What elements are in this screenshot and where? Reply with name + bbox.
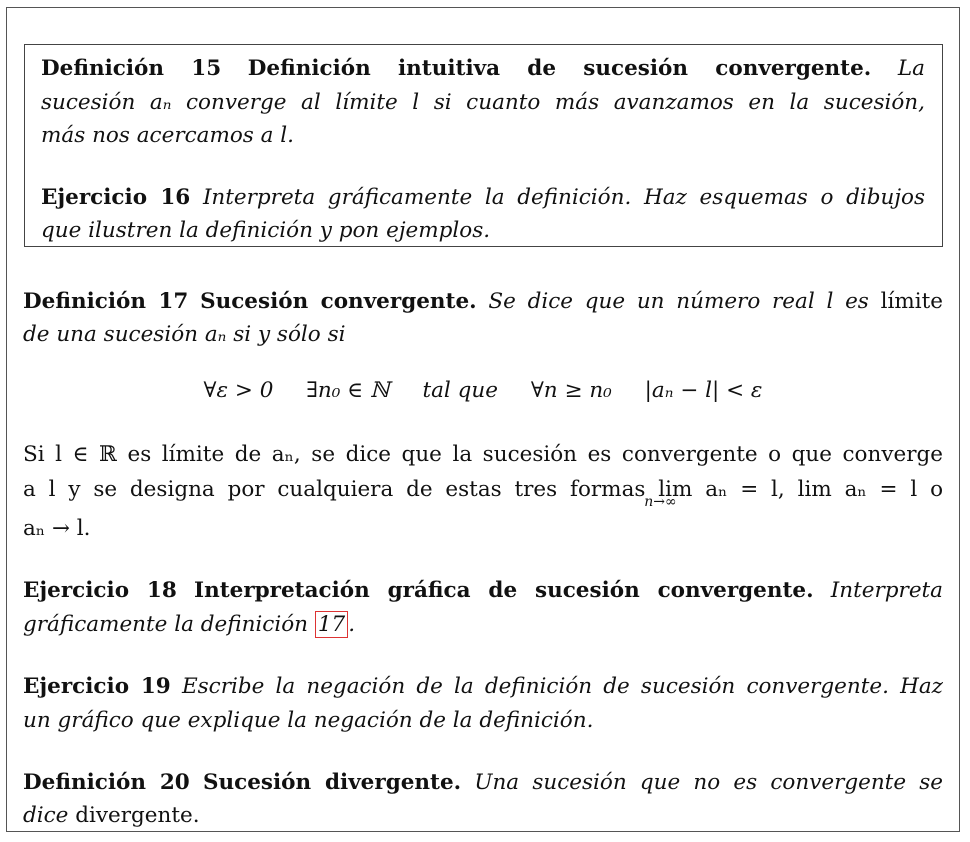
- limit-operator: [644, 473, 693, 510]
- formula-part4: ∀n ≥ n₀: [530, 378, 612, 403]
- para-line2: [23, 473, 944, 510]
- formula-part5: |aₙ − l| < ε: [644, 378, 763, 403]
- formula-part1: ∀ε > 0: [203, 378, 274, 403]
- def15-line1: [41, 52, 925, 85]
- definition-link-17[interactable]: 17: [315, 611, 348, 638]
- def17-line1-up: límite: [880, 289, 943, 314]
- lim-text: lim: [658, 477, 693, 502]
- ej18-line2-b: .: [348, 612, 356, 637]
- para-line2-a: a l y se designa por cualquiera de estas tres formas: [23, 477, 646, 502]
- def20-label: Definición 20: [23, 770, 190, 795]
- def17-line1-text: Se dice que un número real l es: [488, 289, 869, 314]
- def17-line2: de una sucesión aₙ si y sólo si: [23, 322, 346, 347]
- ej18-line1: [23, 574, 943, 607]
- ej16-label: Ejercicio 16: [41, 185, 191, 210]
- ej18-label: Ejercicio 18: [23, 578, 177, 603]
- ej18-title: Interpretación gráfica de sucesión convergente.: [194, 578, 814, 603]
- def15-label: Definición 15: [41, 56, 222, 81]
- def20-line1: [23, 766, 943, 799]
- formula-part3: tal que: [422, 378, 498, 403]
- para-line1: Si l ∈ ℝ es límite de aₙ, se dice que la sucesión es convergente o que converge: [23, 442, 943, 467]
- ej18-line2-a: gráficamente la definición: [23, 612, 309, 637]
- ej16-line1-text: Interpreta gráficamente la definición. Haz esquemas o dibujos: [202, 185, 925, 210]
- ej18-line1-tail: Interpreta: [830, 578, 943, 603]
- ej16-line2: que ilustren la definición y pon ejemplos.: [41, 218, 491, 243]
- ej18-line2: [23, 608, 355, 641]
- def20-line1-tail: Una sucesión que no es convergente se: [474, 770, 943, 795]
- def15-line2: sucesión aₙ converge al límite l si cuanto más avanzamos en la sucesión,: [41, 90, 925, 115]
- def17-title: Sucesión convergente.: [200, 289, 477, 314]
- def20-title: Sucesión divergente.: [202, 770, 462, 795]
- def15-line3: más nos acercamos a l.: [41, 123, 295, 148]
- ej19-line2: un gráfico que explique la negación de la definición.: [23, 708, 594, 733]
- document-page: [6, 7, 960, 832]
- para-line3: aₙ → l.: [23, 516, 91, 541]
- def17-label: Definición 17: [23, 289, 189, 314]
- formula: [7, 374, 959, 407]
- def15-title: Definición intuitiva de sucesión convergente.: [247, 56, 872, 81]
- ej19-line1: [23, 670, 943, 703]
- formula-part2: ∃n₀ ∈ ℕ: [306, 378, 390, 403]
- ej19-label: Ejercicio 19: [23, 674, 171, 699]
- def17-line1: [23, 285, 943, 318]
- def15-line1-tail: La: [897, 56, 925, 81]
- def20-line2-up: divergente.: [75, 803, 200, 828]
- def20-line2-it: dice: [23, 803, 69, 828]
- para-line2-b: aₙ = l, lim aₙ = l o: [705, 477, 944, 502]
- def20-line2: [23, 799, 200, 832]
- ej16-line1: [41, 181, 925, 214]
- ej19-line1-text: Escribe la negación de la definición de sucesión convergente. Haz: [181, 674, 944, 699]
- lim-subscript: n→∞: [644, 494, 677, 510]
